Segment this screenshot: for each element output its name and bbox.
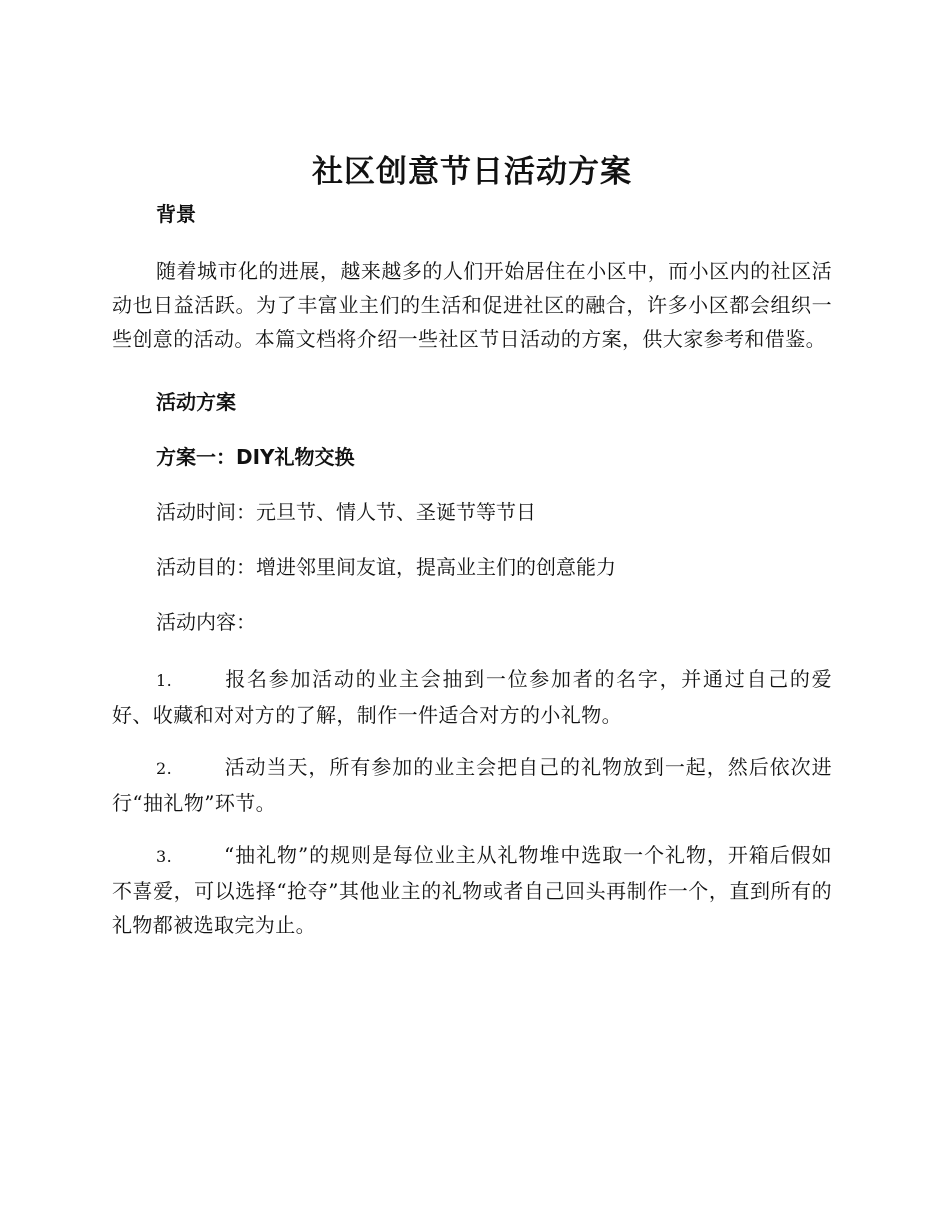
activity-time: 活动时间：元旦节、情人节、圣诞节等节日 — [156, 500, 536, 524]
list-item-text: “抽礼物”的规则是每位业主从礼物堆中选取一个礼物，开箱后假如不喜爱，可以选择“抢夺”其他业主的礼物或者自己回头再制作一个，直到所有的礼物都被选取完为止。 — [112, 843, 832, 937]
list-item-text: 报名参加活动的业主会抽到一位参加者的名字，并通过自己的爱好、收藏和对对方的了解，制作一件适合对方的小礼物。 — [112, 667, 832, 727]
list-item — [112, 838, 832, 942]
plan-one-heading: 方案一：DIY礼物交换 — [156, 445, 355, 469]
activity-content-label: 活动内容： — [156, 610, 256, 634]
list-item-number: 3. — [156, 847, 173, 866]
document-body — [112, 150, 832, 942]
list-item-number: 2. — [156, 759, 173, 778]
section-heading-plan: 活动方案 — [156, 390, 236, 414]
activity-goal: 活动目的：增进邻里间友谊，提高业主们的创意能力 — [156, 555, 616, 579]
list-item — [112, 662, 832, 732]
list-item — [112, 750, 832, 820]
list-item-text: 活动当天，所有参加的业主会把自己的礼物放到一起，然后依次进行“抽礼物”环节。 — [112, 755, 832, 815]
section-heading-background: 背景 — [156, 202, 196, 226]
list-item-number: 1. — [156, 671, 173, 690]
background-paragraph: 随着城市化的进展，越来越多的人们开始居住在小区中，而小区内的社区活动也日益活跃。为了丰富业主们的生活和促进社区的融合，许多小区都会组织一些创意的活动。本篇文档将介绍一些社区节日活动的方案，供大家参考和借鉴。 — [112, 259, 832, 351]
document-title: 社区创意节日活动方案 — [312, 154, 632, 190]
